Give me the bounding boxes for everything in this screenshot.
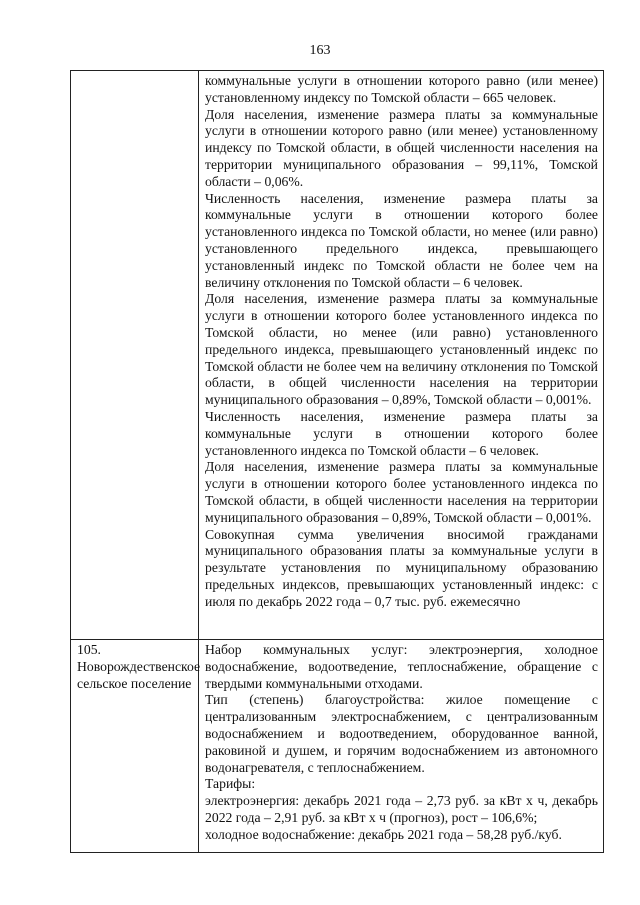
paragraph: Тарифы: (205, 776, 256, 792)
paragraph: Тип (степень) благоустройства: жилое помещение с централизованным электроснабжением, с централизованным водоснабжением и водоотведением, оборудованное ванной, раковиной и душем, и горячим водоснабжением из автономного водонагревателя, с теплоснабжением. (205, 692, 598, 775)
municipality-cell: 105. Новорождественское сельское поселение (71, 640, 199, 853)
municipality-cell (71, 71, 199, 640)
paragraph: Набор коммунальных услуг: электроэнергия, холодное водоснабжение, водоотведение, теплоснабжение, обращение с твердыми коммунальными отходами. (205, 642, 598, 691)
paragraph: Численность населения, изменение размера платы за коммунальные услуги в отношении которого более установленного индекса по Томской области – 6 человек. (205, 408, 598, 458)
description-cell (199, 71, 604, 640)
paragraph: электроэнергия: декабрь 2021 года – 2,73 руб. за кВт х ч, декабрь 2022 года – 2,91 руб. за кВт х ч (прогноз), рост – 106,6%; (205, 793, 598, 825)
paragraph: Доля населения, изменение размера платы за коммунальные услуги в отношении которого более установленного индекса по Томской области, в общей численности населения на территории муниципального образования – 0,89%, Томской области – 0,001%. (205, 459, 598, 525)
municipal-index-table (70, 70, 604, 853)
paragraph: Доля населения, изменение размера платы за коммунальные услуги в отношении которого более установленного индекса по Томской области, но менее (или равно) установленного предельного индекса, превышающего установленный индекс по Томской области не более чем на величину отклонения по Томской области, в общей численности населения на территории муниципального образования – 0,89%, Томской области – 0,001%. (205, 291, 598, 408)
description-cell (199, 640, 604, 853)
page-number: 163 (309, 43, 331, 58)
paragraph: Доля населения, изменение размера платы за коммунальные услуги в отношении которого равно (или менее) установленному индексу по Томской области, в общей численности населения на территории муниципального образования – 99,11%, Томской области – 0,06%. (205, 106, 598, 189)
table-row (71, 71, 604, 640)
paragraph: коммунальные услуги в отношении которого равно (или менее) установленному индексу по Томской области – 665 человек. (205, 73, 598, 105)
table-row (71, 640, 604, 853)
paragraph: Численность населения, изменение размера платы за коммунальные услуги в отношении которого более установленного индекса по Томской области, но менее (или равно) установленного предельного индекса, превышающего установленный индекс по Томской области не более чем на величину отклонения по Томской области – 6 человек. (205, 190, 598, 290)
paragraph: Совокупная сумма увеличения вносимой гражданами муниципального образования платы за коммунальные услуги в результате установления по муниципальному образованию предельных индексов, превышающих установленный индекс: с июля по декабрь 2022 года – 0,7 тыс. руб. ежемесячно (205, 526, 598, 609)
paragraph: холодное водоснабжение: декабрь 2021 года – 58,28 руб./куб. (205, 826, 562, 842)
